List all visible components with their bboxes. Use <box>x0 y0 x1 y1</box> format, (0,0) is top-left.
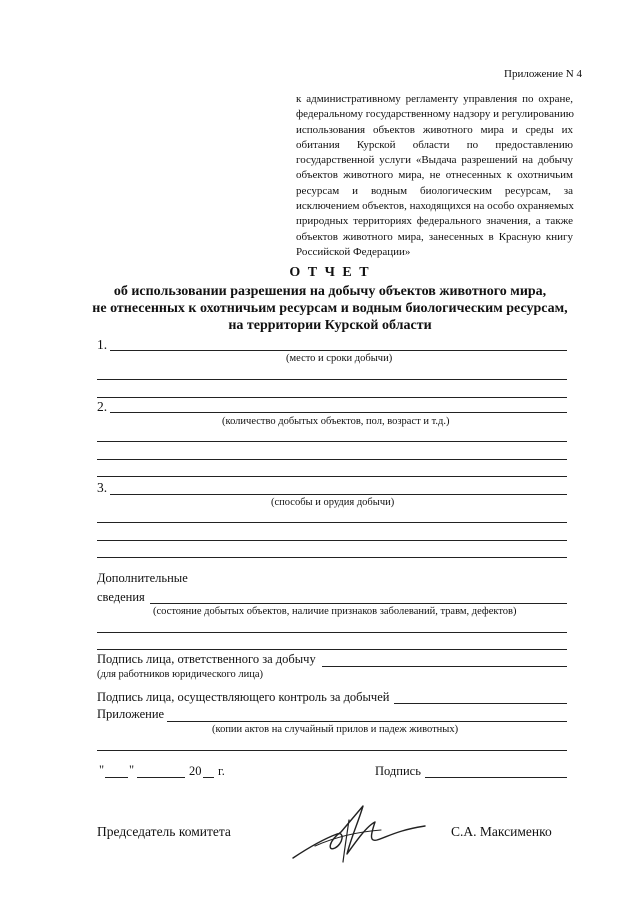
fill-line <box>97 632 567 633</box>
fill-line <box>97 397 567 398</box>
appendix-line: ресурсам и водным биологическим ресурсам, за <box>296 184 573 197</box>
appendix-line: использования объектов животного мира и среды их <box>296 123 573 136</box>
fill-line <box>97 441 567 442</box>
appendix-line: природных территориях федерального значения, а также <box>296 215 573 228</box>
item-caption: (количество добытых объектов, пол, возраст и т.д.) <box>222 416 450 427</box>
appendix-number: Приложение N 4 <box>504 68 582 80</box>
fill-line <box>322 666 567 667</box>
report-title-line: не отнесенных к охотничьим ресурсам и водным биологическим ресурсам, <box>92 301 568 316</box>
signature-line <box>425 777 567 778</box>
date-year-suffix: г. <box>218 764 225 778</box>
chairman-position: Председатель комитета <box>97 824 231 839</box>
report-title <box>60 264 600 334</box>
report-heading: О Т Ч Е Т <box>289 265 371 280</box>
report-title-line: об использовании разрешения на добычу объектов животного мира, <box>113 284 547 299</box>
item-number: 3. <box>97 480 108 495</box>
fill-line <box>97 476 567 477</box>
appendix-line: федеральному государственному надзору и регулированию <box>296 108 574 121</box>
date-month-line <box>137 777 185 778</box>
fill-line <box>97 557 567 558</box>
signature-control-label: Подпись лица, осуществляющего контроль за добычей <box>97 690 390 704</box>
signature-label: Подпись <box>375 764 421 778</box>
additional-label: Дополнительные <box>97 571 188 585</box>
fill-line <box>167 721 567 722</box>
appendix-line: обитания Курской области по предоставлению <box>296 138 573 151</box>
appendix-text <box>296 92 573 260</box>
item-caption: (место и сроки добычи) <box>286 353 393 364</box>
fill-line <box>110 494 567 495</box>
appendix-line: государственной услуги «Выдача разрешений на добычу <box>296 154 573 167</box>
attachment-caption: (копии актов на случайный прилов и падеж животных) <box>212 724 459 735</box>
fill-line <box>150 603 567 604</box>
handwritten-signature <box>285 800 435 870</box>
item-caption: (способы и орудия добычи) <box>271 497 395 508</box>
appendix-line: объектов животного мира, не отнесенных к охотничьим <box>296 169 573 182</box>
fill-line <box>110 350 567 351</box>
fill-line <box>97 459 567 460</box>
fill-line <box>97 379 567 380</box>
fill-line <box>97 522 567 523</box>
signature-responsible-label: Подпись лица, ответственного за добычу <box>97 652 316 666</box>
item-number: 1. <box>97 337 108 352</box>
date-quote-open: " <box>99 763 105 777</box>
date-year-prefix: 20 <box>189 764 202 778</box>
report-title-line: на территории Курской области <box>228 318 432 333</box>
appendix-line: к административному регламенту управления по охране, <box>296 93 573 105</box>
additional-caption: (состояние добытых объектов, наличие признаков заболеваний, травм, дефектов) <box>153 606 517 617</box>
fill-line <box>394 703 567 704</box>
attachment-label: Приложение <box>97 707 165 721</box>
date-year-line <box>203 777 214 778</box>
fill-line <box>110 412 567 413</box>
appendix-line: исключением объектов, находящихся на особо охраняемых <box>296 200 574 213</box>
appendix-line: Российской Федерации» <box>296 245 411 258</box>
fill-line <box>97 750 567 751</box>
chairman-name: С.А. Максименко <box>451 824 552 839</box>
fill-line <box>97 540 567 541</box>
date-quote-close: " <box>129 763 135 777</box>
appendix-line: объектов животного мира, занесенных в Красную книгу <box>296 230 573 243</box>
additional-label: сведения <box>97 590 145 604</box>
date-day-line <box>105 777 128 778</box>
signature-responsible-note: (для работников юридического лица) <box>97 669 264 680</box>
fill-line <box>97 649 567 650</box>
item-number: 2. <box>97 399 108 414</box>
